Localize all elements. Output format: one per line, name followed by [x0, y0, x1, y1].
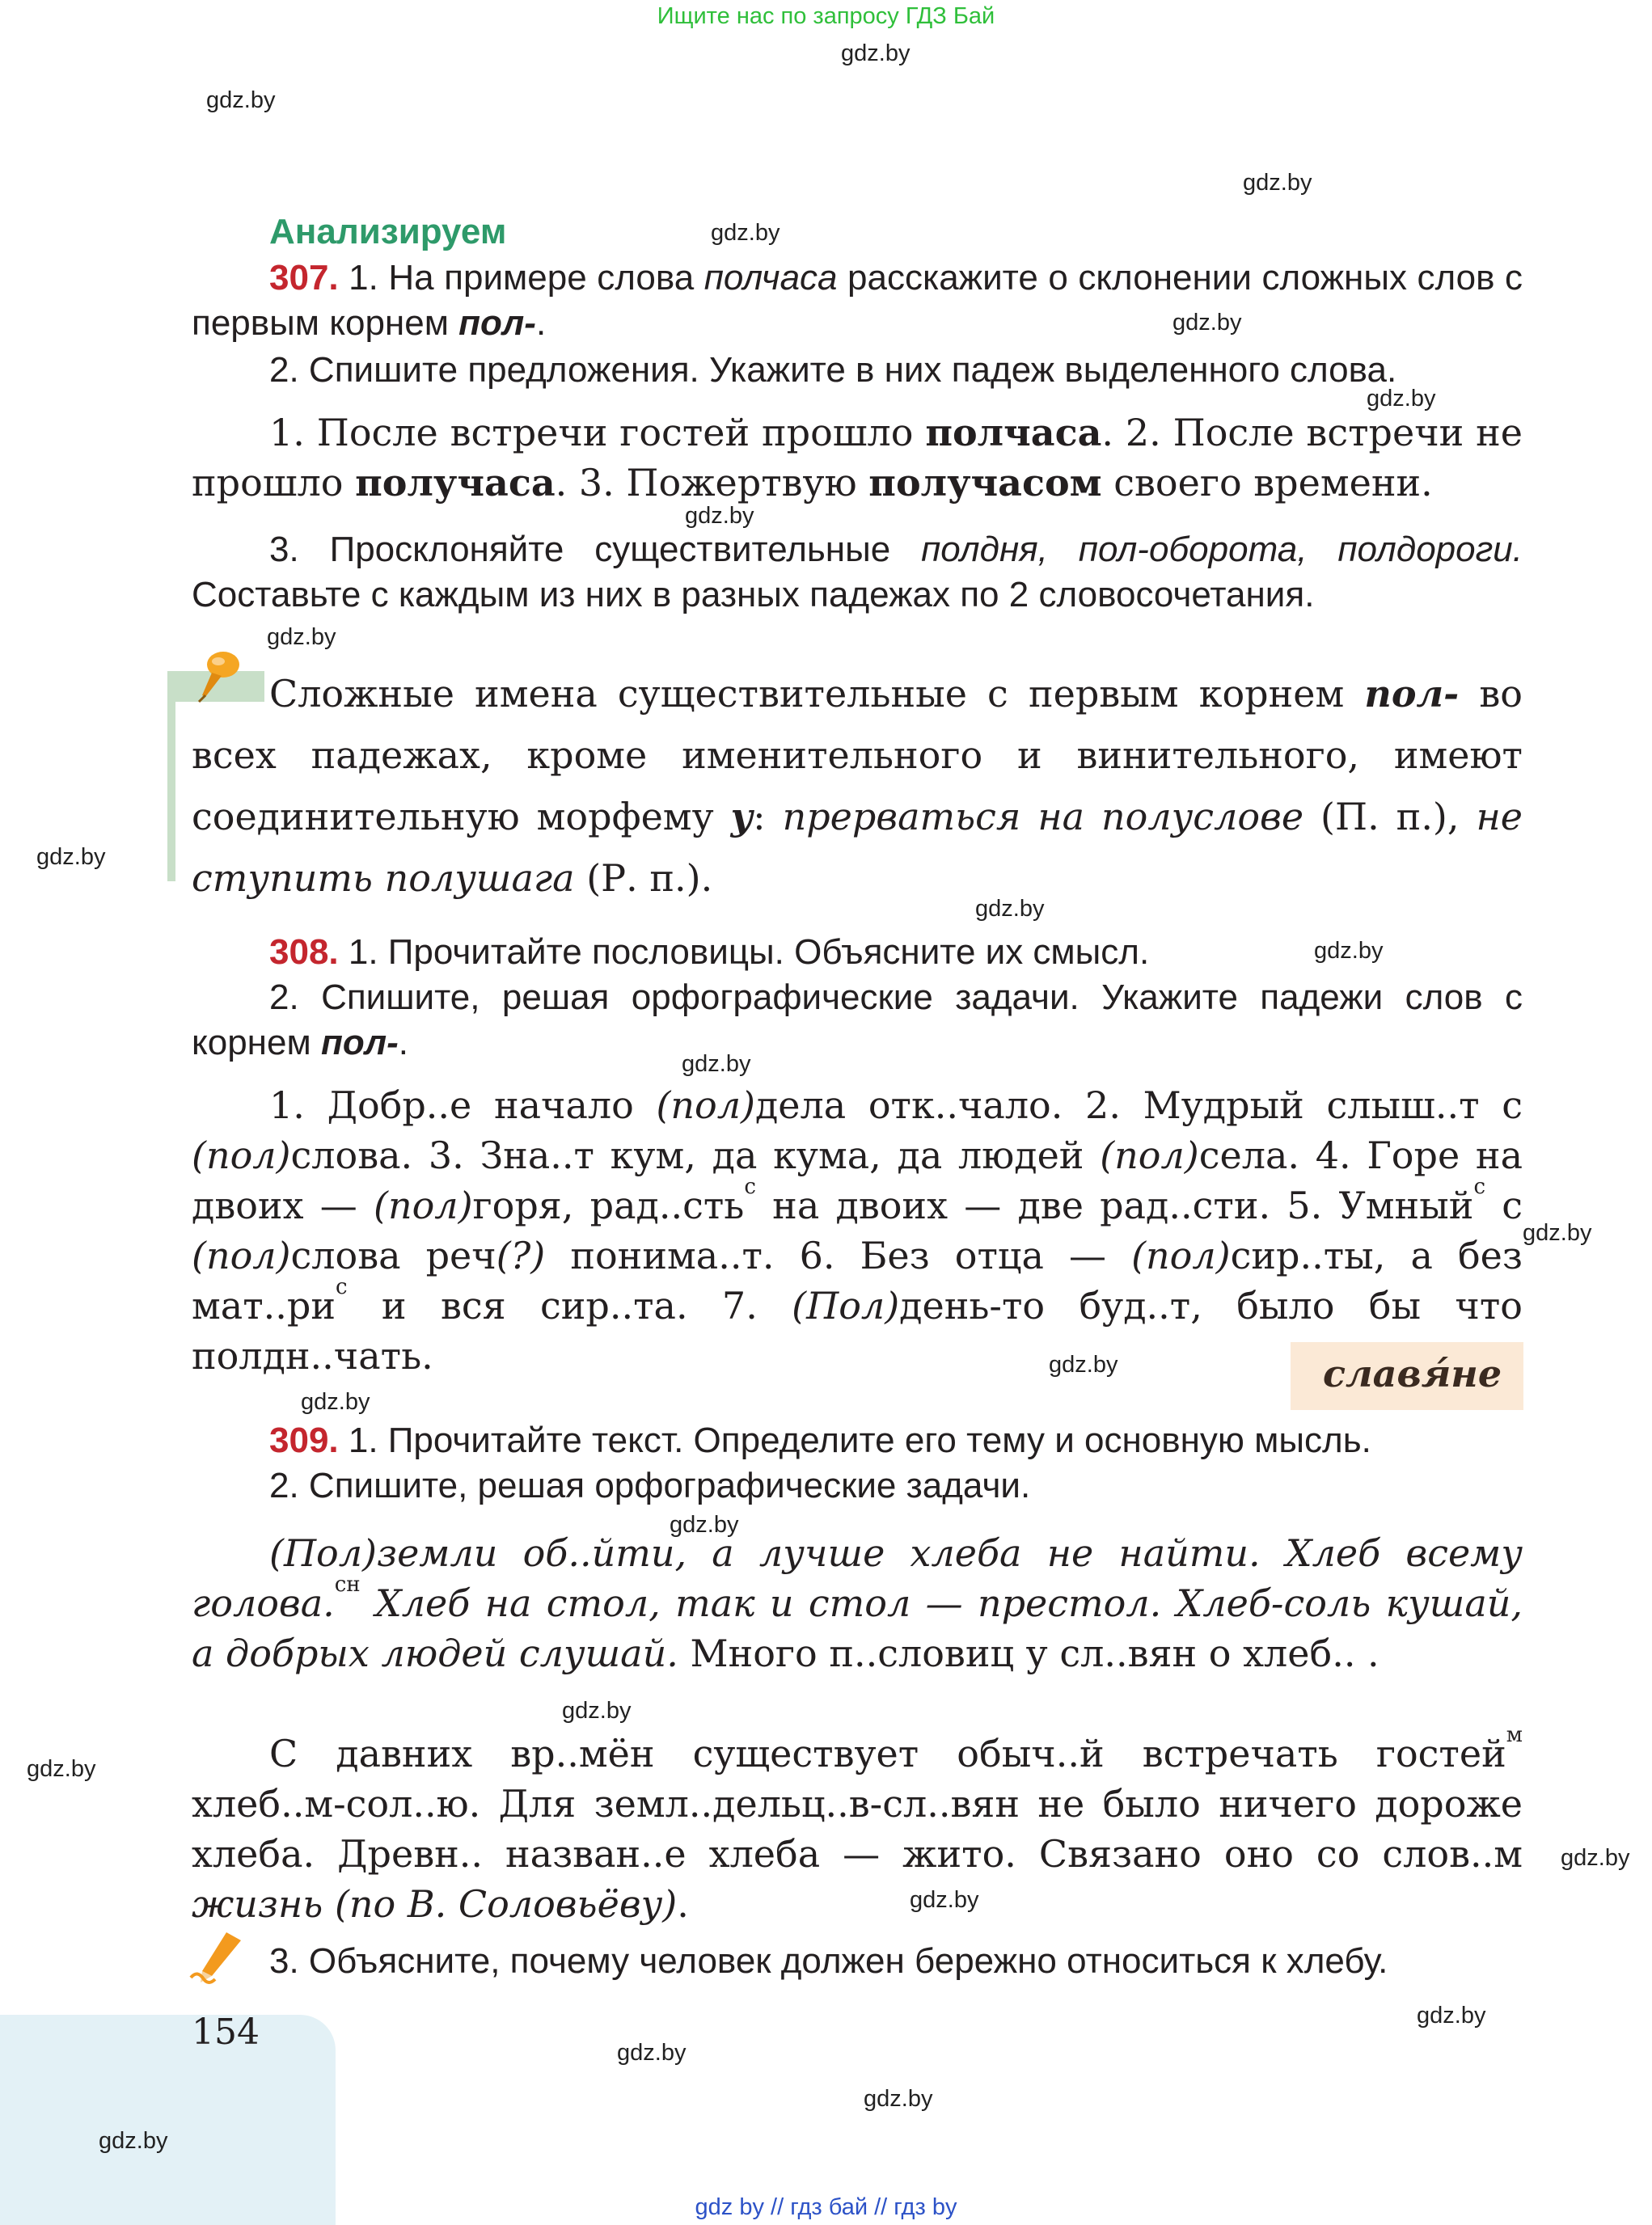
exercise-309-task3: [192, 1939, 1523, 1984]
mark: с: [1473, 1175, 1485, 1199]
watermark: gdz.by: [1049, 1352, 1118, 1378]
text: сир..ты, а без мат..ри: [192, 1234, 1523, 1328]
exercise-308-task1: [192, 930, 1523, 975]
watermark: gdz.by: [99, 2128, 168, 2154]
page-number: 154: [192, 2012, 260, 2053]
watermark: gdz.by: [301, 1389, 370, 1415]
word-italic: полчаса: [703, 258, 838, 298]
text: . 3. Пожертвую: [555, 461, 869, 505]
section-title: Анализируем: [269, 212, 507, 251]
mark: сн: [334, 1573, 361, 1597]
text: расскажите о склонении сложных слов с первым корнем: [192, 258, 1523, 343]
root-italic: пол-: [320, 1023, 399, 1062]
text: .: [398, 1023, 408, 1062]
italic: (пол): [374, 1184, 473, 1227]
watermark: gdz.by: [1314, 938, 1384, 964]
mark: с: [336, 1275, 348, 1299]
text: горя, рад..сть: [472, 1184, 745, 1227]
text: дела отк..чало. 2. Мудрый слыш..т с: [754, 1083, 1523, 1127]
watermark: gdz.by: [1367, 386, 1436, 412]
exercise-309-task1: [192, 1418, 1523, 1463]
text: 1. Прочитайте текст. Определите его тему и основную мысль.: [338, 1421, 1371, 1460]
watermark: gdz.by: [1417, 2003, 1486, 2029]
rule-text: [192, 663, 1523, 909]
text: . 2. После встречи не прошло: [192, 411, 1523, 505]
root-italic: пол-: [1364, 672, 1460, 716]
watermark: gdz.by: [206, 87, 276, 113]
italic: (пол): [1131, 1234, 1231, 1277]
text: .: [535, 303, 547, 343]
text: хлеб..м-сол..ю. Для земл..дельц..в-сл..вян не было ничего дороже хлеба. Древн.. назван..е хлеба — жито. Связано оно со слов..м: [192, 1782, 1523, 1876]
root-italic: пол-: [458, 303, 536, 343]
text: понима..т. 6. Без отца —: [545, 1234, 1132, 1277]
text: слова реч: [290, 1234, 496, 1277]
exercise-308-task2: [192, 975, 1523, 1066]
italic: (пол): [192, 1134, 291, 1177]
text: на двоих — две рад..сти. 5. Умный: [755, 1184, 1474, 1227]
text: Сложные имена существительные с первым корнем: [269, 672, 1365, 716]
exercise-307-sentences: [192, 407, 1523, 508]
watermark: gdz.by: [1243, 170, 1312, 196]
exercise-309-task2: [192, 1463, 1523, 1509]
bold-word: получасом: [868, 461, 1102, 505]
text: слова. 3. Зна..т кум, да кума, да людей: [290, 1134, 1101, 1177]
exercise-307-task2: [192, 348, 1523, 393]
watermark: gdz.by: [562, 1698, 632, 1724]
watermark: gdz.by: [670, 1512, 739, 1538]
text: (П. п.),: [1303, 795, 1477, 838]
italic: Хлеб на стол, так и стол — престол. Хлеб-соль кушай, а добрых людей слушай.: [192, 1581, 1523, 1675]
text: своего времени.: [1101, 461, 1433, 505]
footer-links[interactable]: gdz by // гдз бай // гдз by: [695, 2194, 957, 2220]
italic: (Пол): [792, 1284, 900, 1328]
text: С давних вр..мён существует обыч..й встречать гостей: [269, 1732, 1506, 1775]
vocabulary-word: славя́не: [1323, 1352, 1502, 1395]
watermark: gdz.by: [27, 1756, 96, 1782]
text: 1. После встречи гостей прошло: [269, 411, 926, 454]
text: :: [753, 795, 783, 838]
italic: (пол): [192, 1234, 291, 1277]
italic: (пол): [656, 1083, 755, 1127]
vocabulary-word-box: [1291, 1342, 1523, 1410]
exercise-309-text-p1: [192, 1528, 1523, 1678]
watermark: gdz.by: [617, 2040, 687, 2066]
watermark: gdz.by: [36, 844, 106, 870]
text: 3. Объясните, почему человек должен бережно относиться к хлебу.: [269, 1941, 1388, 1981]
watermark: gdz.by: [267, 624, 336, 650]
italic: жизнь (по В. Соловьёву): [192, 1882, 678, 1926]
text: Много п..словиц у сл..вян о хлеб.. .: [678, 1632, 1379, 1675]
example-italic: не ступить полушага: [192, 795, 1523, 900]
text: 2. Спишите, решая орфографические задачи.: [269, 1466, 1031, 1505]
text: Составьте с каждым из них в разных падежах по 2 словосочетания.: [192, 575, 1315, 614]
text: (Р. п.).: [574, 856, 713, 900]
text: 1. На примере слова: [338, 258, 704, 298]
italic: (Пол)земли об..йти, а лучше хлеба не найти. Хлеб всему голова.: [192, 1531, 1523, 1625]
text: 1. Прочитайте пословицы. Объясните их смысл.: [338, 932, 1150, 972]
example-italic: прерваться на полуслове: [782, 795, 1304, 838]
page-corner: [0, 2015, 336, 2225]
mark: м: [1506, 1723, 1523, 1747]
watermark: gdz.by: [864, 2086, 933, 2112]
bold-word: получаса: [355, 461, 556, 505]
text: .: [677, 1882, 689, 1926]
words-italic: полдня, пол-оборота, полдороги.: [921, 530, 1523, 569]
morpheme-italic: у: [730, 795, 754, 838]
text: и вся сир..та. 7.: [347, 1284, 792, 1328]
rule-bar: [167, 671, 175, 881]
italic: (пол): [1100, 1134, 1199, 1177]
exercise-307-task1: [192, 255, 1523, 346]
watermark: gdz.by: [1172, 310, 1242, 336]
bold-word: полчаса: [925, 411, 1102, 454]
watermark: gdz.by: [711, 220, 780, 246]
text: 3. Просклоняйте существительные: [269, 530, 922, 569]
watermark: gdz.by: [682, 1051, 751, 1077]
watermark: gdz.by: [841, 40, 911, 66]
mark: с: [744, 1175, 756, 1199]
exercise-number: 307.: [269, 258, 339, 298]
exercise-307-task3: [192, 527, 1523, 618]
text: с: [1485, 1184, 1523, 1227]
exercise-number: 309.: [269, 1421, 339, 1460]
text: 2. Спишите предложения. Укажите в них падеж выделенного слова.: [269, 350, 1397, 390]
watermark: gdz.by: [910, 1887, 979, 1913]
exercise-309-text-p2: [192, 1723, 1523, 1929]
watermark: gdz.by: [1523, 1220, 1592, 1246]
text: во всех падежах, кроме именительного и винительного, имеют соединительную морфему: [192, 672, 1523, 838]
text: 1. Добр..е начало: [269, 1083, 657, 1127]
exercise-number: 308.: [269, 932, 339, 972]
top-banner[interactable]: Ищите нас по запросу ГДЗ Бай: [657, 3, 995, 29]
italic: (?): [496, 1234, 546, 1277]
watermark: gdz.by: [1561, 1845, 1630, 1871]
text: села. 4. Горе на двоих —: [192, 1134, 1523, 1227]
watermark: gdz.by: [975, 896, 1045, 922]
watermark: gdz.by: [685, 503, 754, 529]
text: 2. Спишите, решая орфографические задачи. Укажите падежи слов с корнем: [192, 977, 1523, 1062]
text: день-то буд..т, было бы что полдн..чать.: [192, 1284, 1523, 1378]
exercise-308-proverbs: [192, 1080, 1523, 1381]
